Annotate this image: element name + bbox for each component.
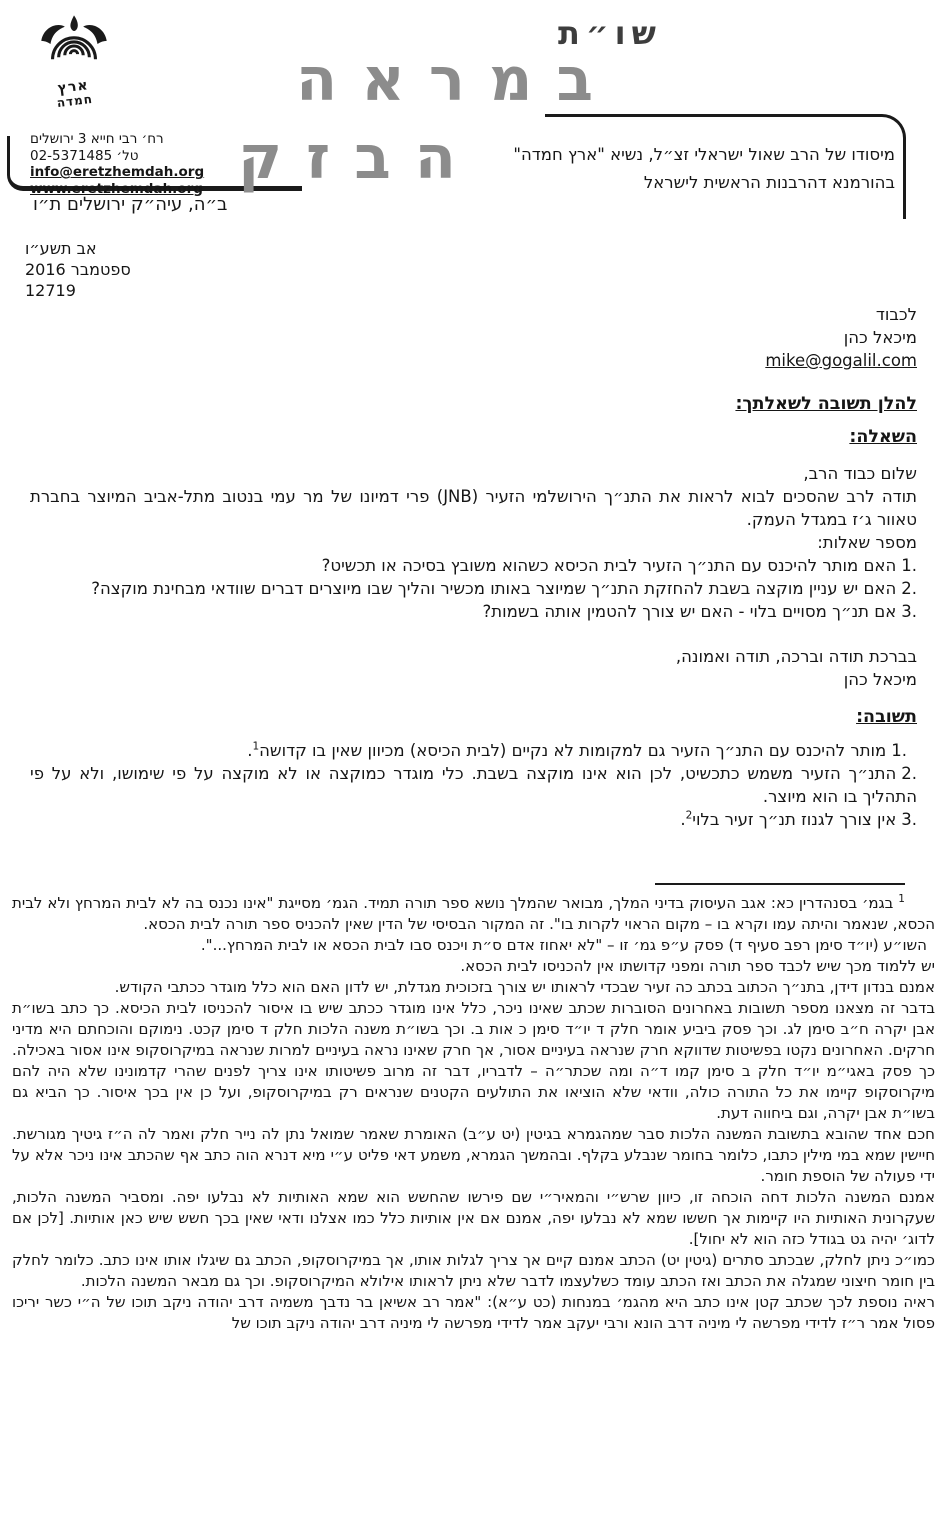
footnote-1-paragraph-6: חכם אחד שהובא בתשובת המשנה הלכות סבר שמהגמרא בגיטין (יט ע״ב) האומרת שאמר שמואל נתן לה נייר חלק ואמר לה ה״ז גיטיך מגורשת. חיישין שמא במי מילין כתבו, כלומר בחומר שנבלע בקלף. ובהמשך הגמרא, משמע דאי פליט ע״י מיא דנרא הוה כתב אף שהכתב אינו ניכר אלא על ידי פעולה של הוספת חומר. xyxy=(12,1125,935,1185)
question-closing: בברכת תודה וברכה, תודה ואמונה, xyxy=(675,647,917,666)
file-number: 12719 xyxy=(25,281,76,300)
footnote-ref-1: 1 xyxy=(252,740,260,753)
answer-item-1-text: מותר להיכנס עם התנ״ך הזעיר גם למקומות לא נקיים (לבית הכיסא) מכיוון שאין בו קדושה xyxy=(259,741,887,760)
footnote-1-paragraph-5: בדבר זה מצאנו מספר תשובות באחרונים הסוברות שכתב שאינו ניכר, כלל אינו מוגדר ככתב שיש בו איסור להכניסו לבית הכיסא. כך כתב בשו״ת אבן יקרה ח״ב סימן לג. וכך פסק ביביע אומר חלק ד יו״ד סימן כ אות ב. וכך בשו״ת משנה הלכות חלק ד סימן קכט. נימוקם והוכחתם היא מדיני חרקים. האחרונים נקטו בפשיטות שדווקא חרק שנראה בעיניים אסור, אך חרק שאינו נראה בעיניים למרות שנראה במיקרוסקופ אינו אסור באכילה. כך פסק באגי״מ יו״ד חלק ב סימן קמו ד״ה ומה שכתר״ה – לדבריו, דבר זה מרוב פשיטותו אינו צריך לפנים שהרי קדמונינו שלא היה להם מיקרוסקופ קיימו את כל התורה כולה, וודאי שלא הוציאו את התולעים הקטנים שנראים רק במיקרוסקופ, ועל כן אין בכך איסור. כך הביא גם בשו״ת אבן יקרה, וגם ביחווה דעת. xyxy=(12,999,935,1122)
footnote-1-paragraph-4: אמנם בנדון דידן, בתנ״ך הכתוב בכתב כה זעיר שבכדי לראותו יש צורך בזכוכית מגדלת, יש לדון האם הוא כלל מוגדר ככתבי הקודש. xyxy=(114,978,935,996)
question-greeting: שלום כבוד הרב, xyxy=(803,464,917,483)
eretz-hemdah-logo xyxy=(26,14,122,111)
footnote-1-paragraph-1-text: בגמ׳ בסנהדרין כא: אגב העיסוק בדיני המלך, מבואר שהמלך נושא ספר תורה תמיד. הגמ׳ מסייגת "אינו נכנס בה לא לבית המרחץ ולא לבית הכסא, שנאמר והיתה עמו וקרא בו – מקום הראוי לקרות בו". זה המקור הבסיסי של הדין שאין להכניס ספר תורה לבית הכסא. xyxy=(12,894,935,933)
addressee-block xyxy=(30,303,917,372)
footnote-1-paragraph-2: השו״ע (יו״ד סימן רפב סעיף ד) פסק ע״פ גמ׳ זו – "לא יאחוז אדם ס״ת ויכנס סבו לבית הכסא או לבית המרחץ...". xyxy=(200,936,927,954)
title-shut: שו״ת xyxy=(558,14,662,52)
contact-email-link[interactable]: info@eretzhemdah.org xyxy=(30,164,205,180)
answer-item-2-text: התנ״ך הזעיר משמש כתכשיט, לכן הוא אינו מוקצה בשבת. כלי מוגדר כמוקצה או לא מוקצה על פי שימושו, ולא על פי התהליך בו הוא מיוצר. xyxy=(30,764,917,806)
answer-item-3-text: אין צורך לגנוז תנ״ך זעיר בלוי xyxy=(692,810,897,829)
question-item-1-text: האם מותר להיכנס עם התנ״ך הזעיר לבית הכיסא כשהוא משובץ בסיכה או תכשיט? xyxy=(321,556,897,575)
question-intro: תודה לרב שהסכים לבוא לראות את התנ״ך הירושלמי הזעיר (JNB) פרי דמיונו של מר עמי בנטוב מתל-אביב המיוצר בחברת טאוור ג׳ז במגדל העמק. xyxy=(30,487,917,529)
question-item-3-text: אם תנ״ך מסויים בלוי - האם יש צורך להטמין אותה בשמות? xyxy=(482,602,897,621)
question-signature: מיכאל כהן xyxy=(843,670,917,689)
question-item-3-number: 3. xyxy=(901,602,917,621)
subtitle-line1: מיסודו של הרב שאול ישראלי זצ״ל, נשיא "ארץ חמדה" xyxy=(513,145,895,164)
question-item-2-number: 2. xyxy=(901,579,917,598)
menorah-flame-icon xyxy=(28,14,120,78)
answer-section xyxy=(30,739,917,831)
question-item-2 xyxy=(30,577,917,600)
answer-item-2-number: 2. xyxy=(901,764,917,783)
footnote-1-paragraph-8: כמו״כ ניתן לחלק, שבכתב סתרים (גיטין יט) הכתב אמנם קיים אך צריך לגלות אותו, אך במיקרוסקופ, הכתב גם שיגלו אותו אינו כתב. כלומר לחלק בין חומר חיצוני שמגלה את הכתב ואז הכתב עומד כשלעצמו לדבר שלא ניתן לראותו אילולא המיקרוסקופ. וכך גם מבאר המשנה הלכות. xyxy=(12,1251,935,1290)
question-heading: השאלה: xyxy=(849,427,917,447)
addressee-email-link[interactable]: mike@gogalil.com xyxy=(765,351,917,370)
footnote-ref-2: 2 xyxy=(685,809,693,822)
answer-item-1-suffix: . xyxy=(247,741,253,760)
footnotes-section xyxy=(12,883,935,1334)
question-list-label: מספר שאלות: xyxy=(817,533,917,552)
footnote-1-marker: 1 xyxy=(898,893,905,905)
blessing-line: ב״ה, עיה״ק ירושלים ת״ו xyxy=(33,194,228,215)
date-block xyxy=(0,234,947,301)
footnote-1-paragraph-1 xyxy=(12,893,935,935)
footnote-separator-line xyxy=(655,883,905,885)
answer-item-3-number: 3. xyxy=(901,810,917,829)
logo-name-line2: חמדה xyxy=(56,91,94,111)
intro-heading: להלן תשובה לשאלתך: xyxy=(735,394,917,414)
contact-address: רח׳ רבי חייא 3 ירושלים xyxy=(30,131,164,147)
question-item-2-text: האם יש עניין מוקצה בשבת להחזקת התנ״ך שמיוצר באותו מכשיר והליך שבו מיוצרים דברים שוודאי מבחינת מוקצה? xyxy=(91,579,897,598)
answer-heading: תשובה: xyxy=(856,707,917,727)
contact-website-link[interactable]: www.eretzhemdah.org xyxy=(30,180,203,197)
logo-name-line1: ארץ xyxy=(56,77,90,97)
question-item-1-number: 1. xyxy=(901,556,917,575)
title-bemareh: במראה xyxy=(296,45,618,115)
footnote-1-paragraph-9: ראיה נוספת לכך שכתב קטן אינו כתב היא מהגמ׳ במנחות (כט ע״א): "אמר רב אשיאן בר נדבך משמיה דרב יהודה ניקב תוכו של ה״י כשר יריכו פסול אמר ר״ז לדידי מפרשה לי מיניה דרב הונא ורבי יעקב אמר לדידי מפרשה לי מיניה דרב יהודה ניקב תוכו של xyxy=(12,1293,935,1332)
title-habazak: הבזק xyxy=(238,123,481,193)
answer-item-2 xyxy=(30,762,917,808)
answer-item-3-suffix: . xyxy=(680,810,686,829)
footnote-1-paragraph-3: יש ללמוד מכך שיש לכבד ספר תורה ומפני קדושתו אין להכניסו לבית הכסא. xyxy=(460,957,935,975)
question-item-1 xyxy=(30,554,917,577)
question-item-3 xyxy=(30,600,917,623)
answer-item-1 xyxy=(30,739,917,762)
question-section xyxy=(30,462,917,691)
answer-item-3 xyxy=(30,808,917,831)
contact-phone: טל׳ 02-5371485 xyxy=(30,147,139,164)
addressee-salutation: לכבוד xyxy=(875,305,917,324)
letterhead xyxy=(0,0,947,234)
subtitle-block xyxy=(513,141,895,197)
subtitle-line2: בהורמנא דהרבנות הראשית לישראל xyxy=(643,173,895,192)
gregorian-date: ספטמבר 2016 xyxy=(25,260,131,279)
footnote-1-paragraph-7: אמנם המשנה הלכות דחה הוכחה זו, כיוון שרש״י והמאיר״י שם פירשו שהחשש הוא שמא האותיות לא נבלעו יפה. ומסביר המשנה הלכות, שעקרונית האותיות היו קיימות אך חששו שמא לא נבלעו יפה, אמנם אם אין אותיות כלל כמו אצלנו ודאי שאין בכך חשש שיש כאן אותיות. [לכן אם לדוג׳ יהיה גט בגודל כזה הוא לא יחול]. xyxy=(12,1188,935,1248)
letter-body xyxy=(30,303,917,831)
contact-block xyxy=(30,131,204,197)
hebrew-date: אב תשע״ו xyxy=(25,239,97,258)
answer-item-1-number: 1. xyxy=(891,741,907,760)
addressee-name: מיכאל כהן xyxy=(843,328,917,347)
